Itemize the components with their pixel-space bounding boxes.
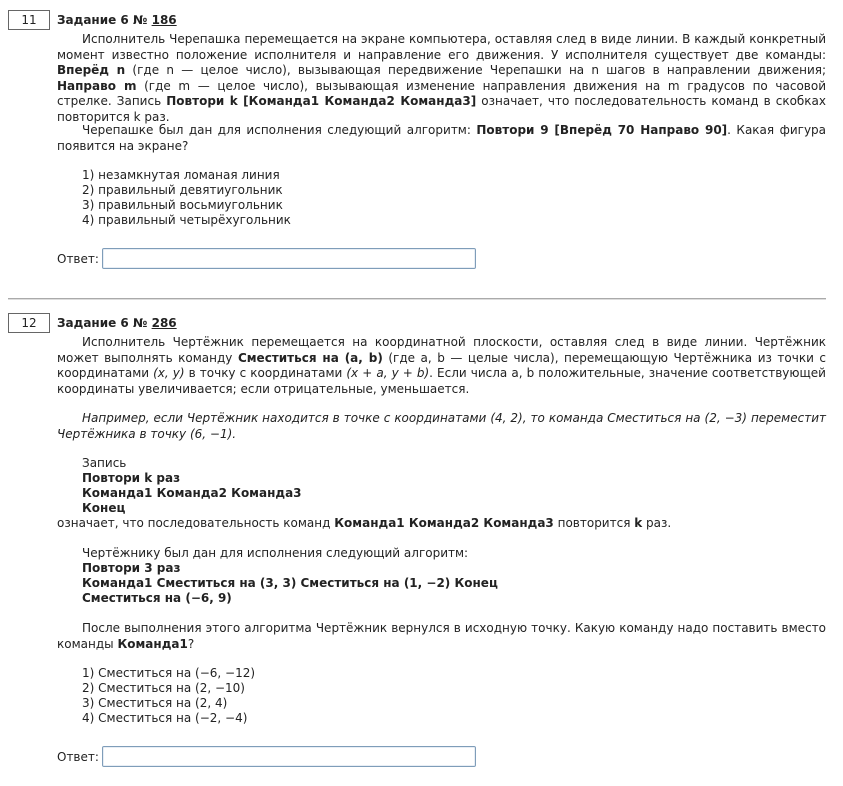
answer-option: 1) незамкнутая ломаная линия: [82, 168, 280, 182]
means-commands: Команда1 Команда2 Команда3: [334, 516, 554, 530]
task-title-prefix: Задание 6 №: [57, 13, 148, 27]
statement-text: . Если числа a, b положительные, значение соответствующей координаты увеличивается; если отрицательные, уменьшается.: [57, 366, 826, 396]
question-text: ?: [187, 636, 195, 651]
answer-option: 3) правильный восьмиугольник: [82, 198, 283, 212]
answer-label: Ответ:: [57, 750, 99, 764]
coords-from: (x, y): [153, 366, 185, 380]
statement-text: в точку с координатами: [184, 366, 347, 380]
means-text-part: означает, что последовательность команд: [57, 516, 335, 530]
task-question: [57, 621, 826, 652]
means-text-part: повторится: [553, 516, 635, 530]
task-title: [57, 316, 177, 330]
question-command: Команда1: [117, 636, 188, 651]
task-statement: [57, 32, 826, 125]
answer-option: 3) Сместиться на (2, 4): [82, 696, 228, 710]
question-text: . Какая фигура появится на экране?: [57, 123, 827, 153]
code-line: Повтори k раз: [82, 471, 181, 485]
answer-option: 1) Сместиться на (−6, −12): [82, 666, 256, 680]
command-right: Направо m: [57, 78, 137, 93]
statement-text: (где a, b — целые числа), перемещающую Чертёжника из точки с координатами: [57, 350, 826, 380]
statement-text: (где m — целое число), вызывающая изменение направления движения на m градусов по часовой стрелке. Запись: [57, 78, 826, 108]
code-line: Команда1 Сместиться на (3, 3) Сместиться на (1, −2) Конец: [82, 576, 498, 590]
section-divider: [8, 298, 826, 300]
answer-option: 2) Сместиться на (2, −10): [82, 681, 245, 695]
statement-text: означает, что последовательность команд в скобках повторится k раз.: [57, 94, 827, 124]
statement-text: (где n — целое число), вызывающая передвижение Черепашки на n шагов в направлении движения;: [125, 63, 827, 77]
question-text: Черепашке был дан для исполнения следующий алгоритм:: [82, 123, 477, 137]
task-title-prefix: Задание 6 №: [57, 316, 148, 330]
means-text-part: раз.: [642, 516, 672, 530]
task-number-box: 12: [8, 313, 50, 333]
example-text: Например, если Чертёжник находится в точке с координатами (4, 2), то команда Сместиться на (2, −3) переместит Чертёжника в точку (6, −1).: [57, 411, 826, 441]
command-repeat: Повтори k [Команда1 Команда2 Команда3]: [166, 94, 477, 108]
task-id-link[interactable]: 186: [151, 13, 177, 27]
answer-label: Ответ:: [57, 252, 99, 266]
task-title: [57, 13, 177, 27]
task-id-link[interactable]: 286: [151, 316, 177, 330]
means-text: [57, 516, 671, 531]
command-move: Сместиться на (a, b): [237, 350, 383, 365]
record-label: Запись: [82, 456, 127, 470]
means-k: k: [634, 516, 643, 530]
coords-to: (x + a, y + b): [346, 366, 430, 380]
code-line: Сместиться на (−6, 9): [82, 591, 232, 605]
question-text: После выполнения этого алгоритма Чертёжник вернулся в исходную точку. Какую команду надо поставить вместо команды: [57, 621, 826, 651]
code-line: Конец: [82, 501, 126, 515]
answer-input[interactable]: [102, 746, 476, 767]
algorithm-text: Повтори 9 [Вперёд 70 Направо 90]: [476, 123, 728, 137]
statement-text: Исполнитель Чертёжник перемещается на координатной плоскости, оставляя след в виде линии. Чертёжник может выполнять команду: [57, 335, 826, 365]
answer-input[interactable]: [102, 248, 476, 269]
code-line: Повтори 3 раз: [82, 561, 181, 575]
task-question: [57, 123, 826, 154]
answer-option: 4) правильный четырёхугольник: [82, 213, 291, 227]
task-number-box: 11: [8, 10, 50, 30]
code-line: Команда1 Команда2 Команда3: [82, 486, 302, 500]
algorithm-intro: Чертёжнику был дан для исполнения следующий алгоритм:: [82, 546, 469, 560]
command-forward: Вперёд n: [57, 63, 126, 77]
answer-option: 4) Сместиться на (−2, −4): [82, 711, 248, 725]
statement-text: Исполнитель Черепашка перемещается на экране компьютера, оставляя след в виде линии. В каждый конкретный момент известно положение исполнителя и направление его движения. У исполнителя существует две команды:: [57, 32, 826, 62]
task-statement: [57, 335, 826, 397]
answer-option: 2) правильный девятиугольник: [82, 183, 283, 197]
